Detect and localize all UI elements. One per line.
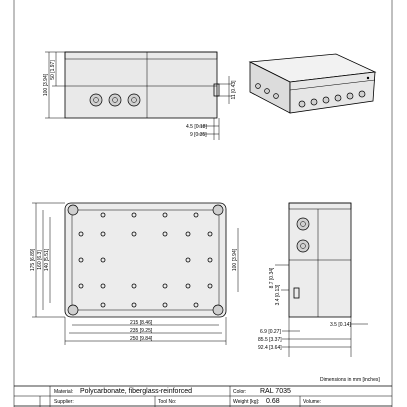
iso-gland-hole <box>265 89 270 94</box>
color-label: Color: <box>233 389 247 395</box>
top-dim-w-mid: 235 [9.25] <box>130 328 153 334</box>
iso-gland-hole <box>311 99 317 105</box>
color-value: RAL 7035 <box>260 388 291 395</box>
side-dim-b: 3.4 [0.13] <box>275 284 281 306</box>
side-gland-hole <box>297 218 309 230</box>
top-dim-w-inner: 215 [8.46] <box>130 320 153 326</box>
tool-label: Tool No: <box>158 399 177 405</box>
side-dim-c: 6.9 [0.27] <box>260 329 281 335</box>
iso-gland-hole <box>335 95 341 101</box>
front-dim-side-step: 11 [0.43] <box>231 80 237 100</box>
side-dim-a: 8.7 [0.34] <box>269 267 275 289</box>
corner-screw <box>213 205 223 215</box>
iso-gland-hole <box>347 93 353 99</box>
material-value: Polycarbonate, fiberglass-reinforced <box>80 388 193 395</box>
material-label: Material: <box>54 389 74 395</box>
top-dim-h-outer: 175 [6.89] <box>30 248 36 272</box>
front-dim-b: 9 [0.35] <box>190 132 207 138</box>
side-view <box>258 203 368 357</box>
front-gland-hole <box>109 94 121 106</box>
side-dim-d: 3.5 [0.14] <box>330 322 351 328</box>
supplier-label: Supplier: <box>54 399 74 405</box>
top-view <box>30 203 238 345</box>
weight-value: 0.68 <box>266 398 280 405</box>
weight-label: Weight [kg]: <box>233 399 260 405</box>
corner-screw <box>68 205 78 215</box>
top-dim-h-mid: 160 [6.3] <box>37 250 43 270</box>
iso-gland-hole <box>359 91 365 97</box>
front-dim-total-height: 100 [3.94] <box>43 73 49 97</box>
iso-gland-hole <box>256 84 261 89</box>
corner-screw <box>213 305 223 315</box>
side-gland-hole <box>297 240 309 252</box>
corner-screw <box>68 305 78 315</box>
top-dim-w-outer: 250 [9.84] <box>130 336 153 342</box>
front-view <box>43 52 237 140</box>
isometric-view <box>250 54 375 113</box>
front-dim-upper-height: 50 [1.97] <box>50 60 56 80</box>
top-outer <box>65 203 226 317</box>
top-dim-side: 100 [3.94] <box>232 248 238 272</box>
iso-screw <box>367 77 369 79</box>
top-dim-h-inner: 140 [5.51] <box>44 248 50 272</box>
front-gland-hole <box>128 94 140 106</box>
side-dim-f: 92.4 [3.64] <box>258 345 282 351</box>
front-dim-a: 4.5 [0.18] <box>186 124 207 130</box>
front-body <box>65 52 217 118</box>
iso-gland-hole <box>274 94 279 99</box>
title-block <box>14 386 392 407</box>
units-note: Dimensions in mm [inches] <box>320 377 380 383</box>
front-gland-hole <box>90 94 102 106</box>
volume-label: Volume: <box>303 399 322 405</box>
side-dim-e: 85.5 [3.37] <box>258 337 282 343</box>
iso-gland-hole <box>299 101 305 107</box>
iso-gland-hole <box>323 97 329 103</box>
